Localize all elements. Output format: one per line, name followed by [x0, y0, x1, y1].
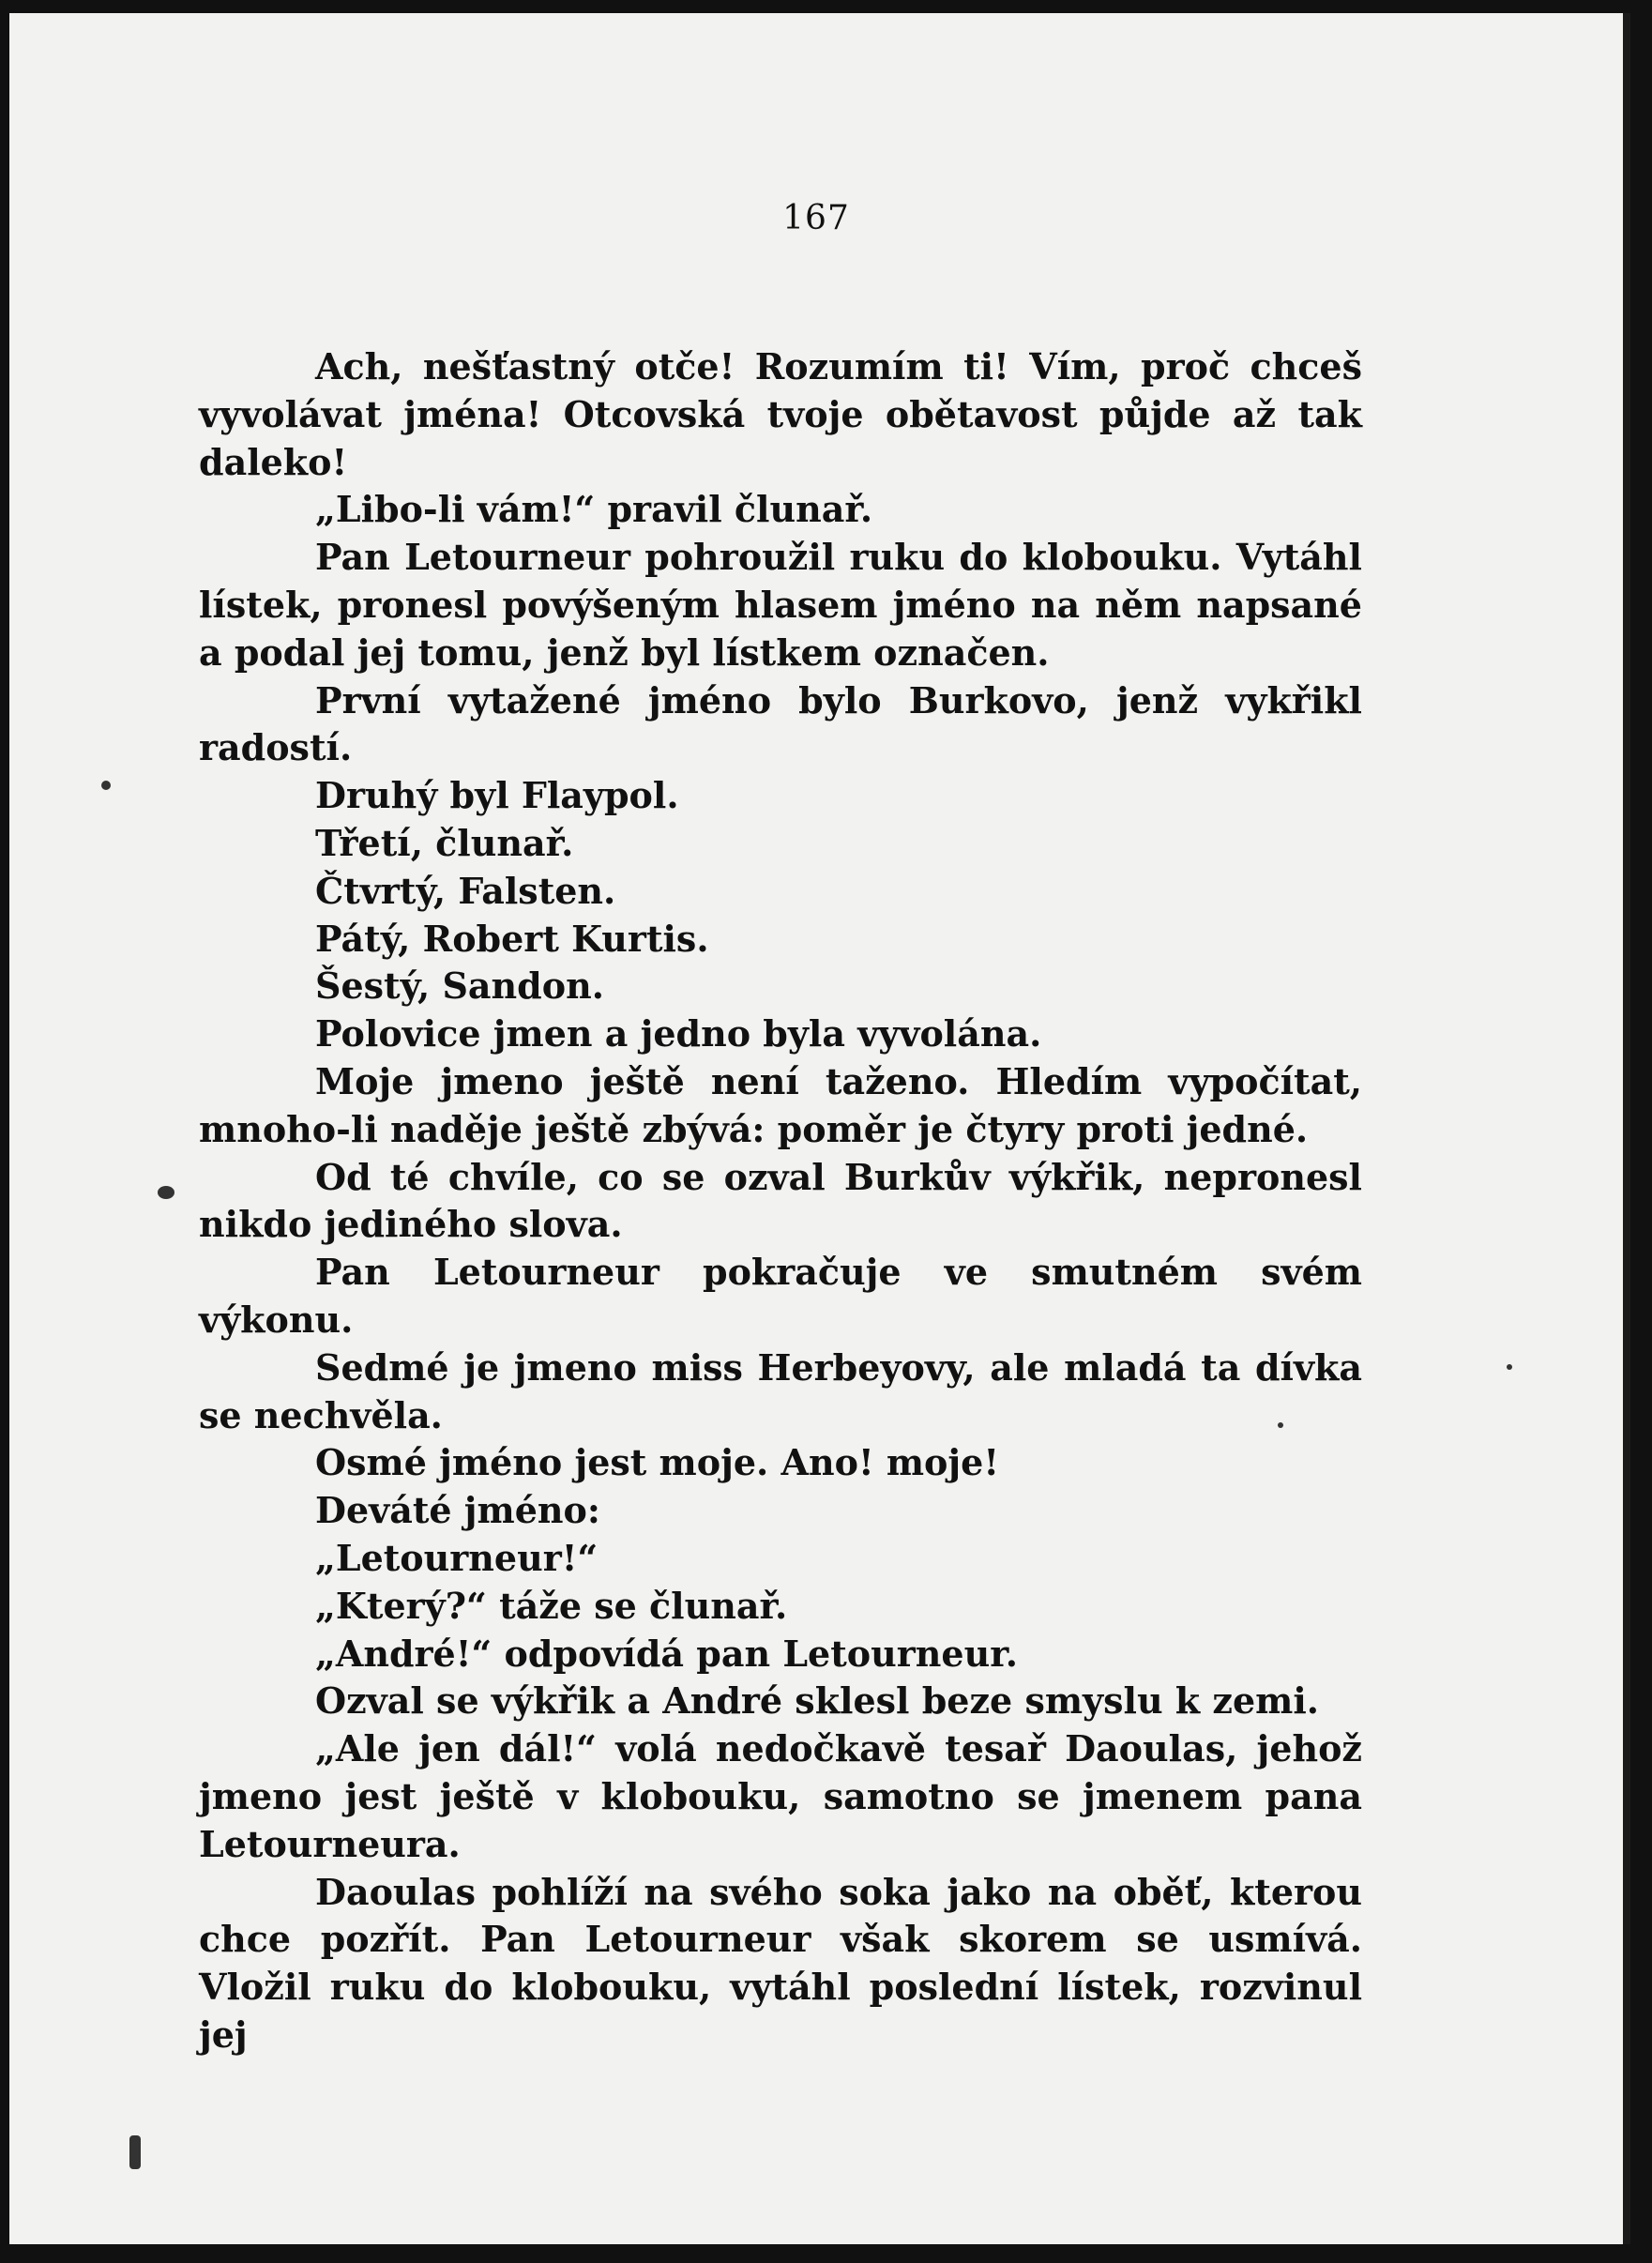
paragraph: Od té chvíle, co se ozval Burkův výkřik, nepronesl nikdo jediného slova. [199, 1155, 1362, 1246]
paragraph: Třetí, člunař. [315, 821, 574, 864]
paragraph: Šestý, Sandon. [315, 964, 604, 1008]
paragraph: „Ale jen dál!“ volá nedočkavě tesař Daoulas, jehož jmeno jest ještě v klobouku, samotno se jmenem pana Letourneura. [199, 1727, 1362, 1865]
paragraph: Moje jmeno ještě není taženo. Hledím vypočítat, mnoho-li naděje ještě zbývá: poměr je čtyry proti jedné. [199, 1059, 1362, 1150]
paragraph: Pátý, Robert Kurtis. [315, 917, 709, 960]
book-page [9, 13, 1630, 2244]
paragraph: Osmé jméno jest moje. Ano! moje! [315, 1441, 1000, 1484]
paragraph: Druhý byl Flaypol. [315, 774, 679, 817]
paragraph: „André!“ odpovídá pan Letourneur. [315, 1632, 1018, 1675]
scan-speck [1507, 1364, 1512, 1370]
paragraph: Daoulas pohlíží na svého soka jako na oběť, kterou chce pozřít. Pan Letourneur však skorem se usmívá. Vložil ruku do klobouku, vytáhl poslední lístek, rozvinul jej [199, 1870, 1362, 2056]
paragraph: Deváté jméno: [315, 1489, 600, 1532]
scan-speck [101, 781, 111, 790]
page-number: 167 [782, 199, 850, 237]
page-body-text [199, 343, 1362, 2059]
paragraph: „Který?“ táže se člunař. [315, 1584, 788, 1627]
paragraph: „Letourneur!“ [315, 1536, 599, 1579]
paragraph: Ozval se výkřik a André sklesl beze smyslu k zemi. [315, 1679, 1319, 1723]
scan-speck [129, 2135, 141, 2169]
paragraph: Pan Letourneur pokračuje ve smutném svém výkonu. [199, 1251, 1362, 1341]
scan-speck [158, 1186, 174, 1199]
paragraph: Pan Letourneur pohroužil ruku do klobouku. Vytáhl lístek, pronesl povýšeným hlasem jméno na něm napsané a podal jej tomu, jenž byl lístkem označen. [199, 536, 1362, 674]
paragraph: Polovice jmen a jedno byla vyvolána. [315, 1012, 1042, 1056]
paragraph: Sedmé je jmeno miss Herbeyovy, ale mladá ta dívka se nechvěla. [199, 1345, 1362, 1436]
paragraph: „Libo-li vám!“ pravil člunař. [315, 488, 873, 531]
scan-speck [1278, 1422, 1283, 1428]
paragraph: Čtvrtý, Falsten. [315, 869, 616, 912]
paragraph: Ach, nešťastný otče! Rozumím ti! Vím, proč chceš vyvolávat jména! Otcovská tvoje obětavost půjde až tak daleko! [199, 345, 1362, 483]
paragraph: První vytažené jméno bylo Burkovo, jenž vykřikl radostí. [199, 678, 1362, 769]
